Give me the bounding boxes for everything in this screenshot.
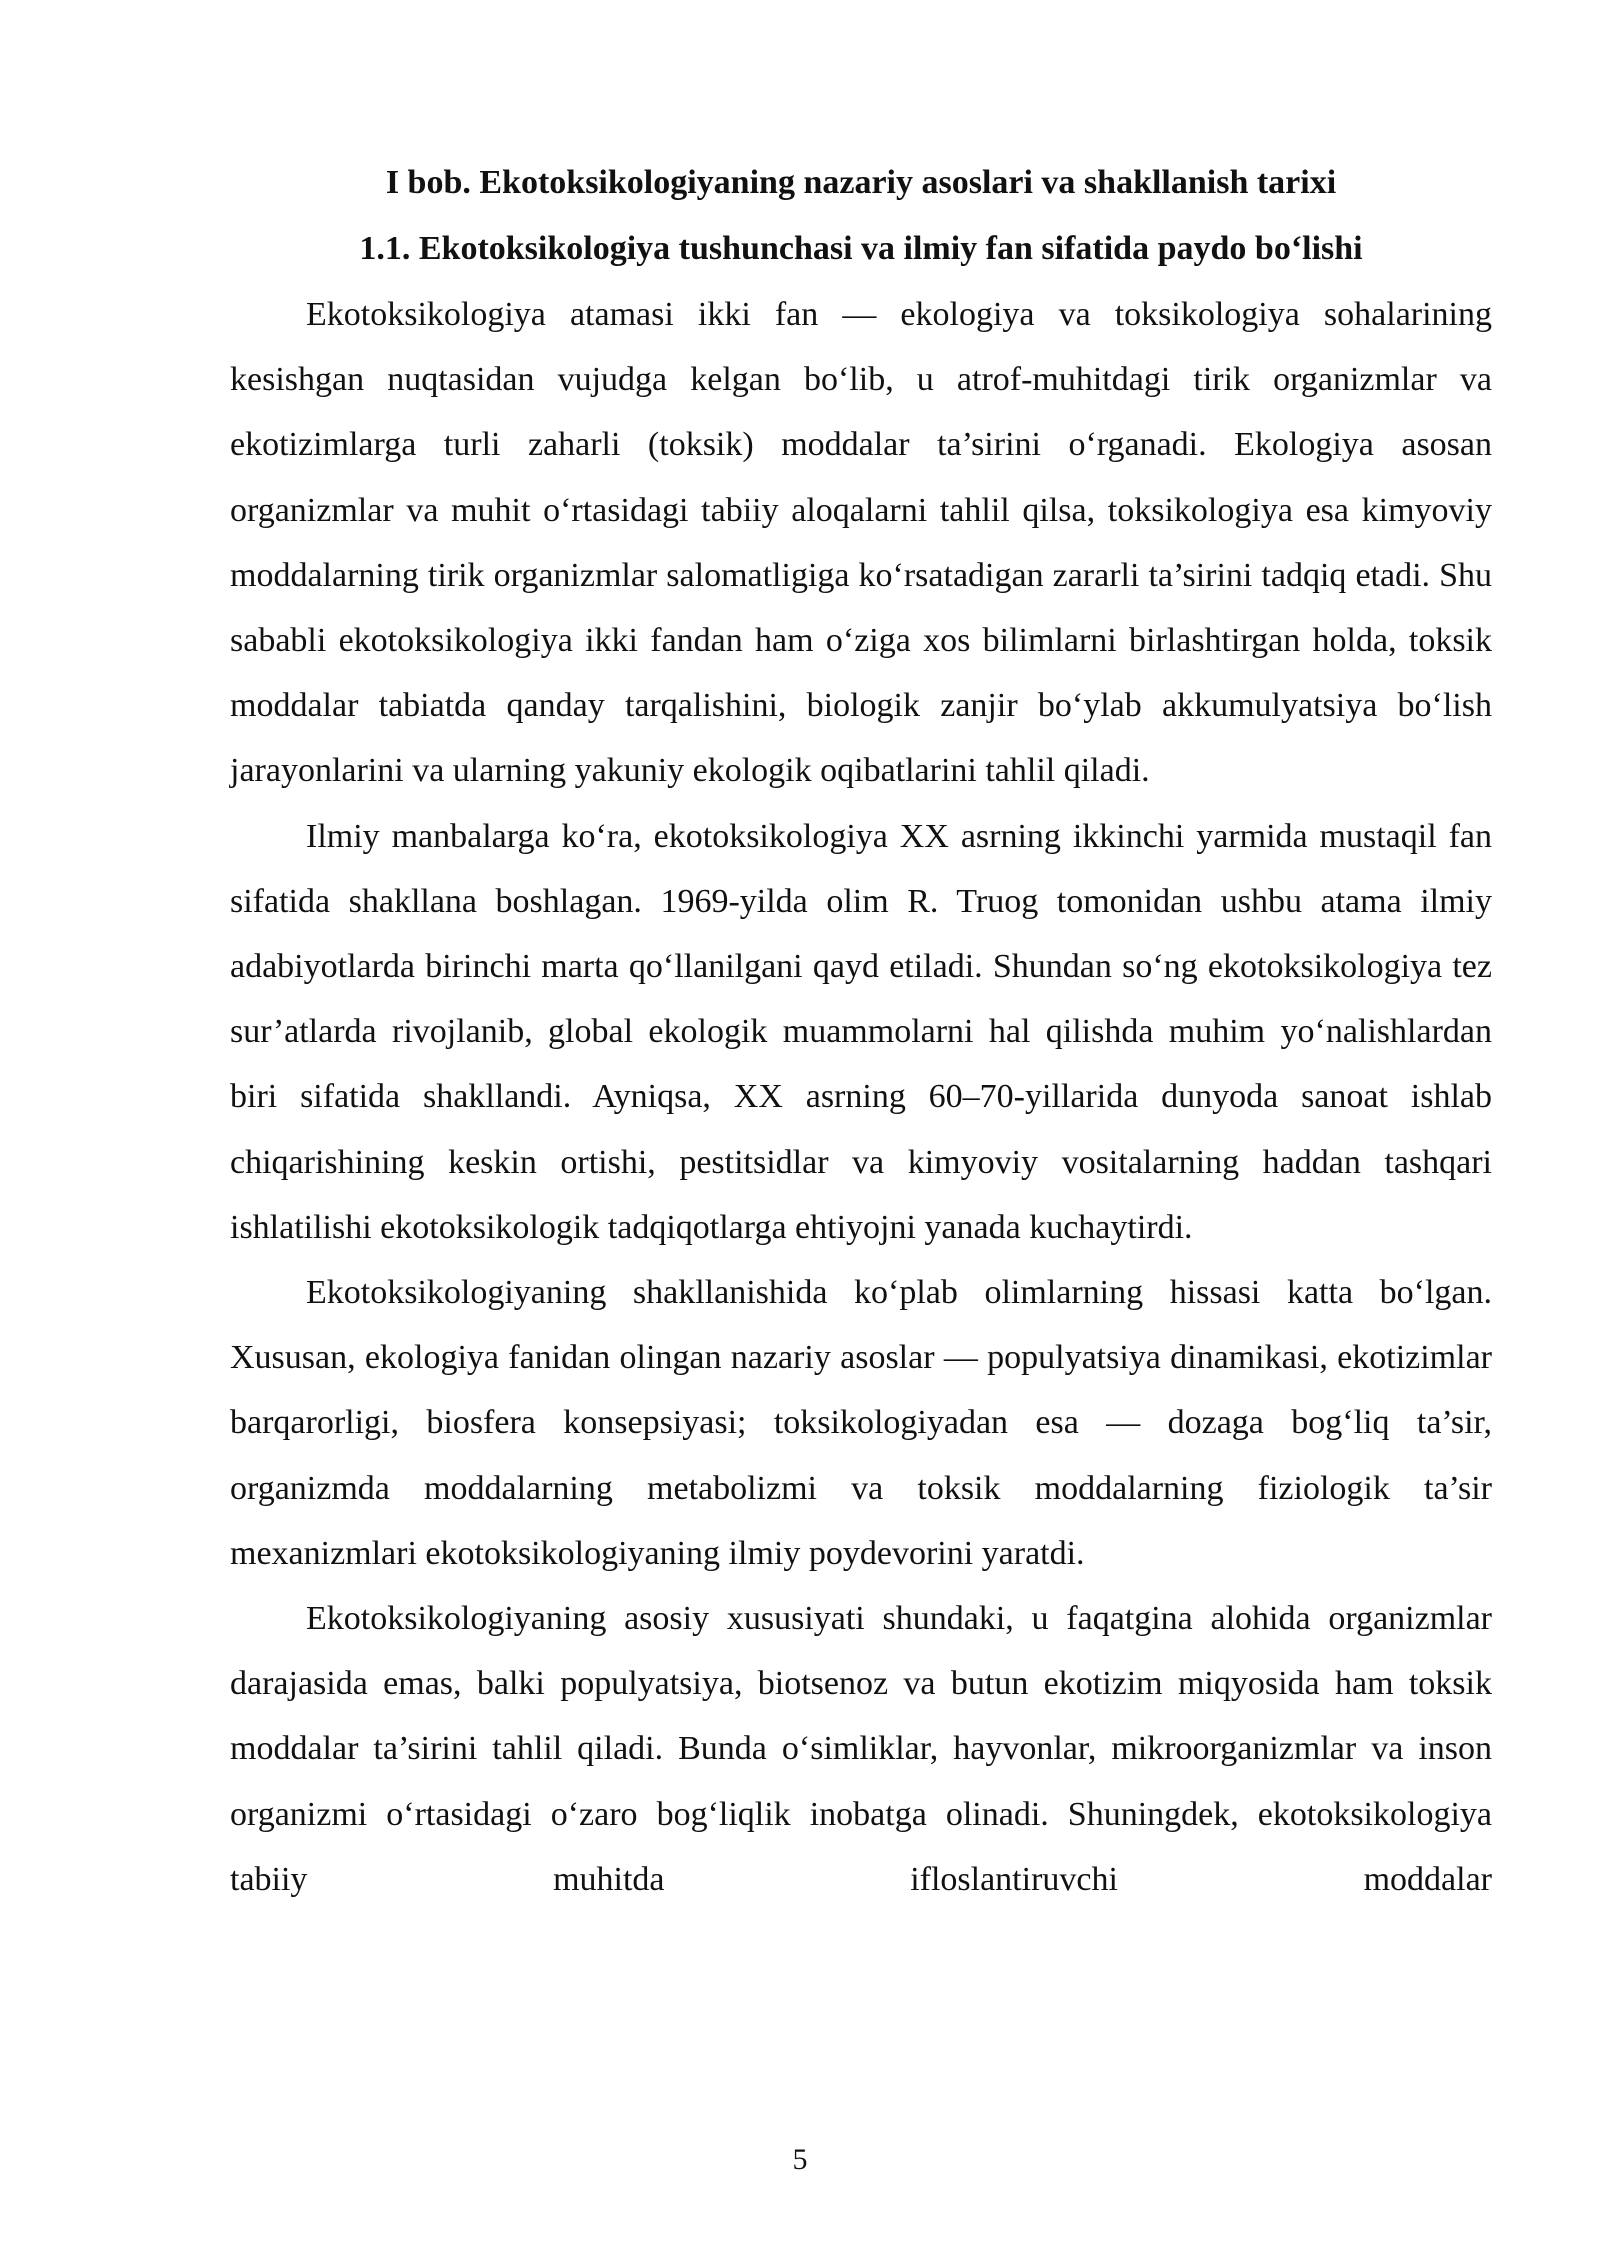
document-page [230,150,1492,1912]
paragraph-3: Ekotoksikologiyaning shakllanishida ko‘plab olimlarning hissasi katta bo‘lgan. Xususan, ekologiya fanidan olingan nazariy asoslar — populyatsiya dinamikasi, ekotizimlar barqarorligi, biosfera konsepsiyasi; toksikologiyadan esa — dozaga bog‘liq ta’sir, organizmda moddalarning metabolizmi va toksik moddalarning fiziologik ta’sir mexanizmlari ekotoksikologiyaning ilmiy poydevorini yaratdi. [230,1274,1492,1572]
section-title: 1.1. Ekotoksikologiya tushunchasi va ilmiy fan sifatida paydo bo‘lishi [359,230,1363,267]
page-number: 5 [792,2143,808,2176]
paragraph-1: Ekotoksikologiya atamasi ikki fan — ekologiya va toksikologiya sohalarining kesishgan nuqtasidan vujudga kelgan bo‘lib, u atrof-muhitdagi tirik organizmlar va ekotizimlarga turli zaharli (toksik) moddalar ta’sirini o‘rganadi. Ekologiya asosan organizmlar va muhit o‘rtasidagi tabiiy aloqalarni tahlil qilsa, toksikologiya esa kimyoviy moddalarning tirik organizmlar salomatligiga ko‘rsatadigan zararli ta’sirini tadqiq etadi. Shu sababli ekotoksikologiya ikki fandan ham o‘ziga xos bilimlarni birlashtirgan holda, toksik moddalar tabiatda qanday tarqalishini, biologik zanjir bo‘ylab akkumulyatsiya bo‘lish jarayonlarini va ularning yakuniy ekologik oqibatlarini tahlil qiladi. [230,296,1492,790]
chapter-title: I bob. Ekotoksikologiyaning nazariy asoslari va shakllanish tarixi [385,164,1337,201]
paragraph-4: Ekotoksikologiyaning asosiy xususiyati shundaki, u faqatgina alohida organizmlar darajasida emas, balki populyatsiya, biotsenoz va butun ekotizim miqyosida ham toksik moddalar ta’sirini tahlil qiladi. Bunda o‘simliklar, hayvonlar, mikroorganizmlar va inson organizmi o‘rtasidagi o‘zaro bog‘liqlik inobatga olinadi. Shuningdek, ekotoksikologiya tabiiy muhitda ifloslantiruvchi moddalar [230,1600,1492,1898]
paragraph-2: Ilmiy manbalarga ko‘ra, ekotoksikologiya XX asrning ikkinchi yarmida mustaqil fan sifatida shakllana boshlagan. 1969-yilda olim R. Truog tomonidan ushbu atama ilmiy adabiyotlarda birinchi marta qo‘llanilgani qayd etiladi. Shundan so‘ng ekotoksikologiya tez sur’atlarda rivojlanib, global ekologik muammolarni hal qilishda muhim yo‘nalishlardan biri sifatida shakllandi. Ayniqsa, XX asrning 60–70-yillarida dunyoda sanoat ishlab chiqarishining keskin ortishi, pestitsidlar va kimyoviy vositalarning haddan tashqari ishlatilishi ekotoksikologik tadqiqotlarga ehtiyojni yanada kuchaytirdi. [230,817,1492,1246]
